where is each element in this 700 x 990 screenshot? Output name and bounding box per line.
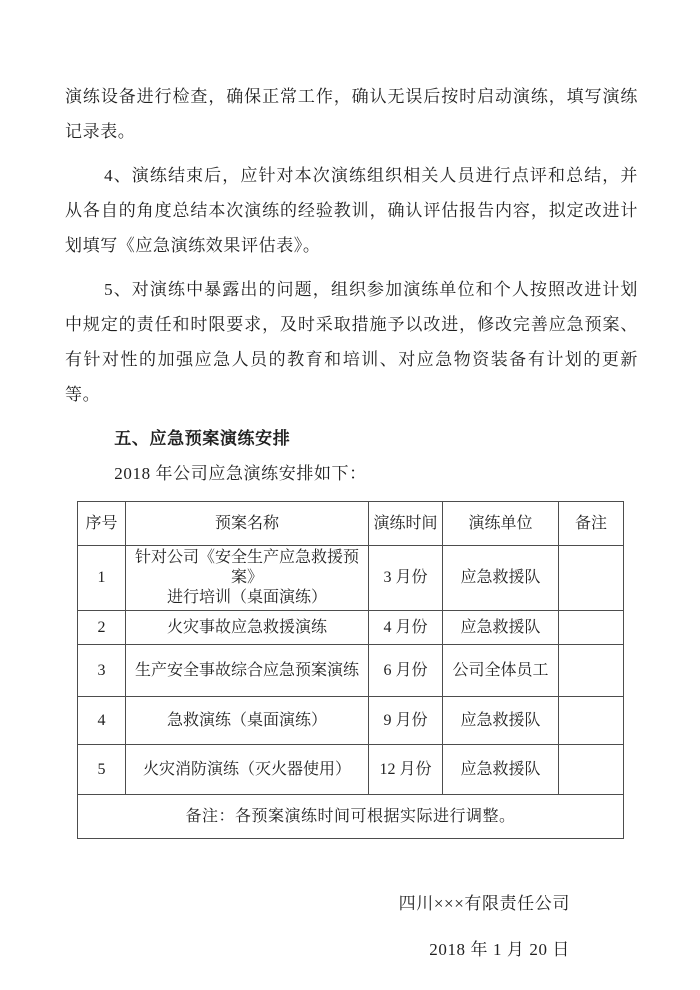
header-remarks: 备注 xyxy=(559,502,624,546)
signature-company: 四川×××有限责任公司 xyxy=(398,894,570,913)
paragraph-continuation: 演练设备进行检查，确保正常工作，确认无误后按时启动演练，填写演练记录表。 xyxy=(65,87,638,141)
cell-remarks xyxy=(559,645,624,697)
table-intro: 2018 年公司应急演练安排如下： xyxy=(114,464,367,483)
paragraph-item-5: 5、对演练中暴露出的问题，组织参加演练单位和个人按照改进计划中规定的责任和时限要求，及时采取措施予以改进，修改完善应急预案、有针对性的加强应急人员的教育和培训、对应急物资装备有计划的更新等。 xyxy=(65,280,638,404)
drill-schedule-table xyxy=(77,501,624,839)
table-header-row xyxy=(78,502,624,546)
cell-plan-name: 针对公司《安全生产应急救援预案》 进行培训（桌面演练） xyxy=(126,546,369,611)
table-note-row xyxy=(78,795,624,839)
table-row xyxy=(78,745,624,795)
cell-remarks xyxy=(559,611,624,645)
cell-plan-name: 火灾事故应急救援演练 xyxy=(126,611,369,645)
cell-unit: 应急救援队 xyxy=(443,697,559,745)
cell-unit: 应急救援队 xyxy=(443,546,559,611)
cell-unit: 公司全体员工 xyxy=(443,645,559,697)
header-drill-time: 演练时间 xyxy=(369,502,443,546)
table-row xyxy=(78,611,624,645)
cell-time: 12 月份 xyxy=(369,745,443,795)
cell-time: 6 月份 xyxy=(369,645,443,697)
cell-plan-name: 火灾消防演练（灭火器使用） xyxy=(126,745,369,795)
cell-serial: 3 xyxy=(78,645,126,697)
cell-time: 9 月份 xyxy=(369,697,443,745)
cell-plan-name: 急救演练（桌面演练） xyxy=(126,697,369,745)
table-row xyxy=(78,645,624,697)
cell-unit: 应急救援队 xyxy=(443,611,559,645)
header-plan-name: 预案名称 xyxy=(126,502,369,546)
table-row xyxy=(78,546,624,611)
cell-serial: 5 xyxy=(78,745,126,795)
cell-serial: 1 xyxy=(78,546,126,611)
header-serial-no: 序号 xyxy=(78,502,126,546)
cell-remarks xyxy=(559,697,624,745)
cell-serial: 2 xyxy=(78,611,126,645)
cell-serial: 4 xyxy=(78,697,126,745)
table-note: 备注：各预案演练时间可根据实际进行调整。 xyxy=(78,795,624,839)
cell-time: 4 月份 xyxy=(369,611,443,645)
section-heading: 五、应急预案演练安排 xyxy=(114,429,291,448)
cell-unit: 应急救援队 xyxy=(443,745,559,795)
signature-date: 2018 年 1 月 20 日 xyxy=(429,940,570,959)
signature-block xyxy=(65,885,638,969)
table-row xyxy=(78,697,624,745)
header-drill-unit: 演练单位 xyxy=(443,502,559,546)
cell-remarks xyxy=(559,546,624,611)
paragraph-item-4: 4、演练结束后，应针对本次演练组织相关人员进行点评和总结，并从各自的角度总结本次演练的经验教训，确认评估报告内容，拟定改进计划填写《应急演练效果评估表》。 xyxy=(65,166,638,255)
cell-time: 3 月份 xyxy=(369,546,443,611)
cell-plan-name: 生产安全事故综合应急预案演练 xyxy=(126,645,369,697)
cell-remarks xyxy=(559,745,624,795)
